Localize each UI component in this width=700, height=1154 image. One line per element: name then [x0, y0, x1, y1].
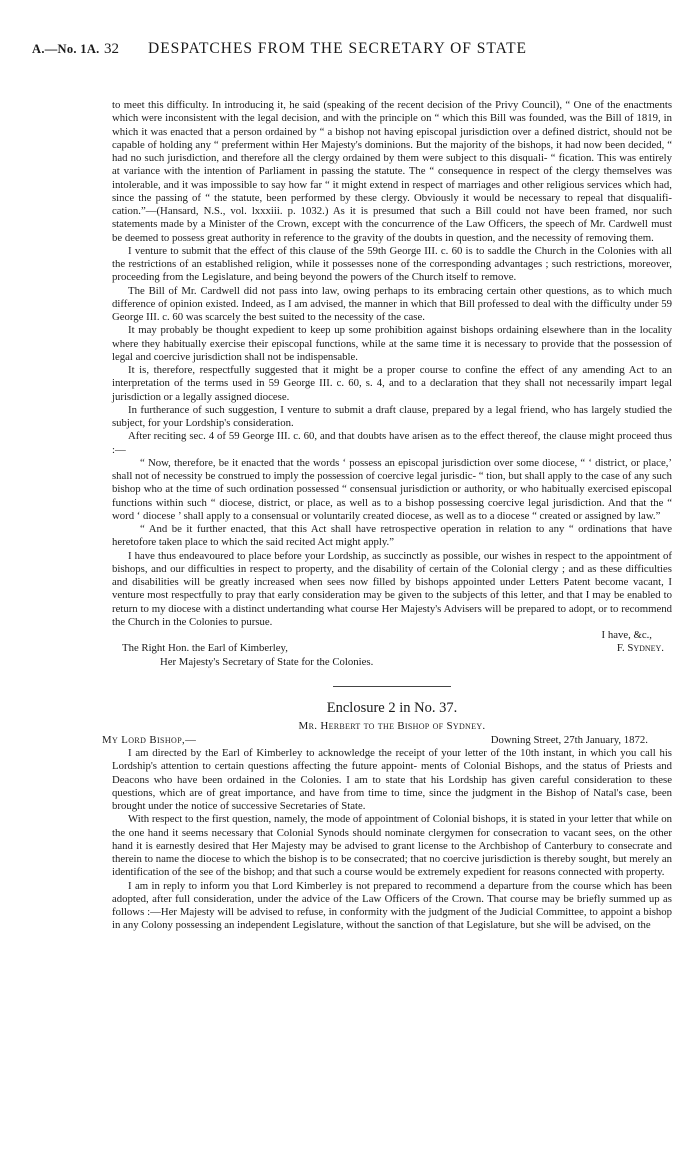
addressee: The Right Hon. the Earl of Kimberley,	[122, 642, 288, 655]
paragraph: I venture to submit that the effect of this clause of the 59th George III. c. 60 is to saddle the Church in the Colonies with all the restrictions of an established religion, while it possesses none of the corresponding advantages ; such restrictions, moreover, proceeding from the Legislature, and being beyond the powers of the Church itself to remove.	[112, 244, 672, 284]
paragraph: It may probably be thought expedient to keep up some prohibition against bishops ordaining elsewhere than in the locality where they habitually exercise their episcopal functions, while at the same time it is necessary to provide that the possession of legal and coercive jurisdiction shall not be indispensable.	[112, 324, 672, 363]
signature-block	[112, 642, 672, 655]
closing-line	[112, 629, 672, 642]
signature: F. Sydney.	[616, 642, 664, 655]
paragraph: With respect to the first question, namely, the mode of appointment of Colonial bishops, it is stated in your letter that while on the one hand it seems necessary that Colonial Synods should nominate clergymen for consecration to vacant sees, on the other hand it is earnestly desired that Her Majesty may be advised to grant license to the Archbishop of Canterbury to consecrate and therein to name the diocese to which the bishop is to be consecrated; that no coercive jurisdiction is thereby sought, but merely an identification of the see of the bishop; and that such a course would be extremely expedient for reasons connected with property.	[112, 813, 672, 879]
paragraph: After reciting sec. 4 of 59 George III. c. 60, and that doubts have arisen as to the effect thereof, the clause might proceed thus :—	[112, 430, 672, 456]
quoted-clause: “ And be it further enacted, that this Act shall have retrospective operation in relation to any “ ordinations that have heretofore taken place to which the said recited Act might apply.”	[112, 523, 672, 549]
paragraph: The Bill of Mr. Cardwell did not pass into law, owing perhaps to its embracing certain other questions, as to which much difference of opinion existed. Indeed, as I am advised, the manner in which that Bill professed to deal with the difficulty under 59 George III. c. 60 was scarcely the best suited to the necessity of the case.	[112, 284, 672, 323]
paragraph: I am in reply to inform you that Lord Kimberley is not prepared to recommend a departure from the course which has been adopted, after full consideration, under the advice of the Law Officers of the Crown. That course may be briefly summed up as follows :—Her Majesty will be advised to refuse, in conformity with the judgment of the Judicial Committee, to appoint a bishop in any Colony possessing an independent Legislature, without the sanction of that Legislature, but she will be advised, on the	[112, 879, 672, 932]
enclosure-subtitle: Mr. Herbert to the Bishop of Sydney.	[298, 719, 486, 732]
running-title: DESPATCHES FROM THE SECRETARY OF STATE	[148, 40, 528, 57]
page-number: 32	[104, 41, 119, 57]
paragraph: I have thus endeavoured to place before your Lordship, as succinctly as possible, our wishes in respect to the appointment of bishops, and our difficulties in respect to property, and the disability of certain of the Colonial clergy ; and as these difficulties and disabilities will be greatly increased when sees now filled by bishops appointed under Letters Patent become vacant, I venture most respectfully to pray that early consideration may be given to the subjects of this letter, and that I may be enabled to return to my diocese with a distinct undertanding what course Her Majesty's Advisers will be prepared to adopt, or to recommend the Church in the Colonies to pursue.	[112, 549, 672, 628]
salutation: My Lord Bishop,—	[102, 733, 197, 746]
document-body	[102, 99, 672, 933]
paragraph: In furtherance of such suggestion, I venture to submit a draft clause, prepared by a legal friend, who has largely studied the subject, for your Lordship's consideration.	[112, 403, 672, 429]
paragraph: It is, therefore, respectfully suggested that it might be a proper course to confine the effect of any amending Act to an interpretation of the terms used in 59 George III. c. 60, s. 4, and to a declaration that they shall not necessarily impart legal jurisdiction or a legally assigned diocese.	[112, 364, 672, 403]
place-date: Downing Street, 27th January, 1872.	[490, 733, 648, 746]
addressee-title: Her Majesty's Secretary of State for the Colonies.	[160, 655, 374, 668]
closing-text: I have, &c.,	[601, 629, 652, 641]
section-divider	[333, 686, 451, 687]
paragraph: I am directed by the Earl of Kimberley to acknowledge the receipt of your letter of the 10th instant, in which you call his Lordship's attention to certain questions affecting the future appoint- ments of Colonial Bishops, and the status of Priests and Deacons who have been ordained in the Colonies. I am to state that his Lordship has given careful consideration to these questions, which are of great importance, and have from time to time, since the judgment in the Bishop of Natal's case, been brought under the notice of successive Secretaries of State.	[112, 747, 672, 812]
paper-reference: A.—No. 1A.	[32, 42, 100, 56]
paragraph: to meet this difficulty. In introducing it, he said (speaking of the recent decision of the Privy Council), “ One of the enactments which were inconsistent with the legal decision, and with the principle on “ which this Bill was founded, was the Bill of 1819, in which it was enacted that a person ordained by “ a bishop not having episcopal jurisdiction over a defined district, should not be capable of holding any “ preferment within Her Majesty's dominions. But the majority of the bishops, it had now been decided, “ had no such jurisdiction, and therefore all the clergy ordained by them were subject to this disquali- “ fication. This was entirely at variance with the intention of Parliament in passing the statute. The “ consequence in respect of the clergy themselves was intolerable, and it was impossible to say how far “ it might extend in respect of marriages and other religious services which had, since the passing of “ the statute, been performed by these clergy. Obviously it would be necessary to repeal that disqualifi- cation.”—(Hansard, N.S., vol. lxxxiii. p. 1032.) As it is presumed that such a Bill could not have been framed, nor such statements made by a Minister of the Crown, except with the concurrence of the Law Officers, the speech of Mr. Cardwell must be deemed to possess great authority in reference to the gravity of the doubts in question, and the necessity of removing them.	[112, 99, 672, 244]
page-header	[32, 40, 670, 60]
quoted-clause: “ Now, therefore, be it enacted that the words ‘ possess an episcopal jurisdiction over some diocese, “ ‘ district, or place,’ shall not of necessity be construed to imply the possession of coercive legal jurisdic- “ tion, but shall apply to the case of any such bishop who at the time of such ordination possessed “ consensual jurisdiction or authority, or who habitually exercised episcopal functions within such “ diocese, district, or place, as well as to a bishop possessing coercive legal jurisdiction. And that the “ word ‘ diocese ’ shall apply to a consensual or voluntarily created diocese, as well as to a diocese “ created or assigned by law.”	[112, 456, 672, 522]
enclosure-title: Enclosure 2 in No. 37.	[326, 699, 458, 716]
salutation-row	[102, 733, 672, 747]
